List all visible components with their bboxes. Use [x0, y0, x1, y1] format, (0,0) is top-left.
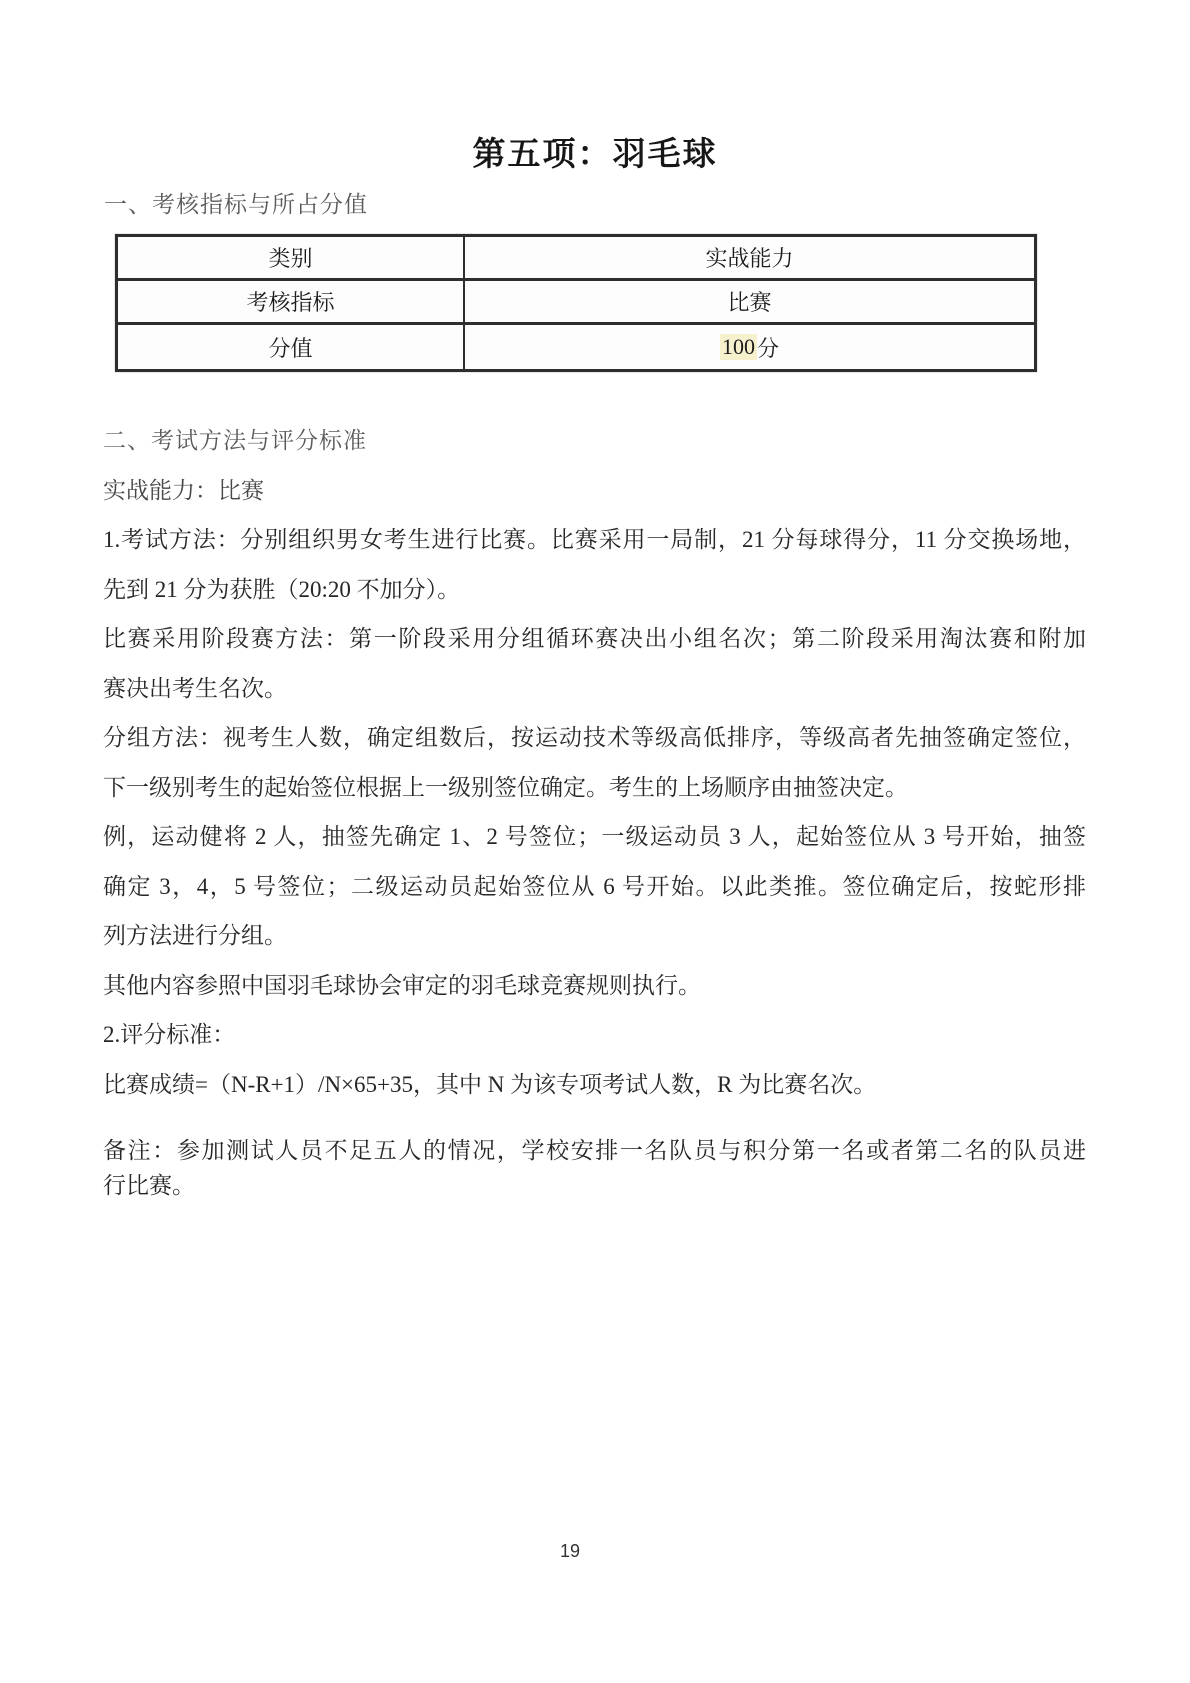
body-line: 分组方法：视考生人数，确定组数后，按运动技术等级高低排序，等级高者先抽签确定签位，: [103, 725, 1086, 750]
body-line: 1.考试方法：分别组织男女考生进行比赛。比赛采用一局制，21 分每球得分，11 分交换场地，: [103, 527, 1086, 552]
section-2-heading: 二、考试方法与评分标准: [103, 428, 367, 453]
body-line: 列方法进行分组。: [103, 923, 287, 948]
table-cell-category-value: 实战能力: [465, 237, 1034, 281]
note-paragraph: [103, 1133, 1086, 1203]
body-line: 实战能力：比赛: [103, 477, 264, 503]
table-cell-indicator-value: 比赛: [465, 281, 1034, 325]
body-text: [103, 416, 1086, 1109]
body-line: 比赛采用阶段赛方法：第一阶段采用分组循环赛决出小组名次；第二阶段采用淘汰赛和附加: [103, 626, 1086, 651]
note-line: 备注：参加测试人员不足五人的情况，学校安排一名队员与积分第一名或者第二名的队员进: [103, 1138, 1086, 1163]
body-line: 先到 21 分为获胜（20:20 不加分）。: [103, 576, 461, 602]
score-unit: 分: [756, 335, 779, 361]
body-line: 比赛成绩=（N-R+1）/N×65+35，其中 N 为该专项考试人数，R 为比赛名次。: [103, 1071, 877, 1097]
body-line: 其他内容参照中国羽毛球协会审定的羽毛球竞赛规则执行。: [103, 972, 701, 998]
body-line: 赛决出考生名次。: [103, 675, 287, 701]
table-cell-indicator-label: 考核指标: [118, 281, 465, 325]
body-line: 2.评分标准：: [103, 1022, 236, 1047]
section-1-heading: 一、考核指标与所占分值: [104, 192, 368, 217]
page-title: 第五项：羽毛球: [472, 137, 718, 173]
body-line: 例，运动健将 2 人，抽签先确定 1、2 号签位；一级运动员 3 人，起始签位从 3 号开始，抽签: [103, 824, 1086, 849]
note-line: 行比赛。: [103, 1173, 195, 1198]
table-cell-score-value: [465, 325, 1034, 369]
table-cell-category-label: 类别: [118, 237, 465, 281]
score-table: [115, 234, 1037, 372]
body-line: 下一级别考生的起始签位根据上一级别签位确定。考生的上场顺序由抽签决定。: [103, 774, 908, 800]
page-number: 19: [559, 1541, 581, 1561]
score-highlight: 100: [721, 334, 755, 359]
body-line: 确定 3，4，5 号签位；二级运动员起始签位从 6 号开始。以此类推。签位确定后，按蛇形排: [103, 873, 1086, 899]
table-cell-score-label: 分值: [118, 325, 465, 369]
